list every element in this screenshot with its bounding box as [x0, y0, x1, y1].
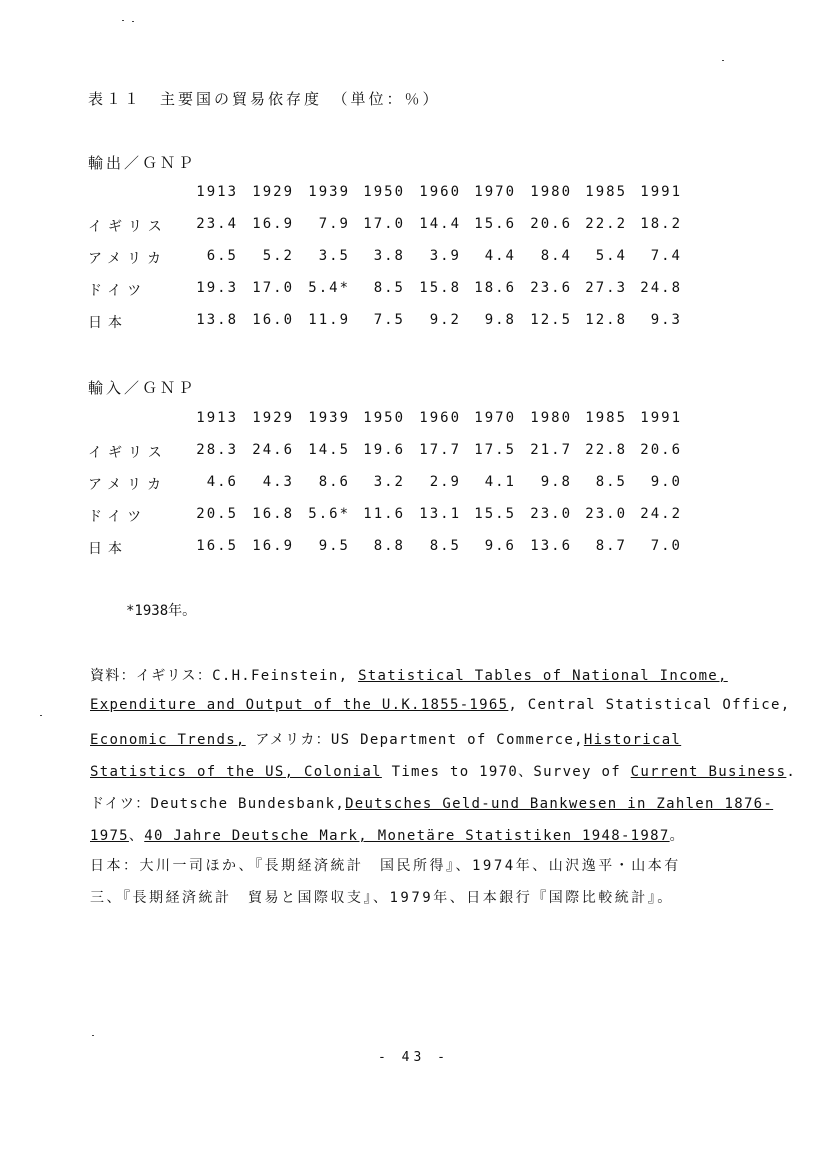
value-cell: 4.1	[484, 474, 516, 490]
value-cell: 19.3	[196, 280, 238, 296]
source-line-2: Expenditure and Output of the U.K.1855-1965, Central Statistical Office,	[90, 697, 791, 713]
value-cell: 12.8	[585, 312, 627, 328]
value-cell: 5.2	[262, 248, 294, 264]
value-cell: 4.4	[484, 248, 516, 264]
value-cell: 8.5	[373, 280, 405, 296]
scan-speck	[722, 60, 724, 61]
value-cell: 4.6	[206, 474, 238, 490]
value-cell: 8.5	[595, 474, 627, 490]
row-label: 日本	[88, 315, 128, 331]
value-cell: 3.9	[429, 248, 461, 264]
value-cell: 24.2	[640, 506, 682, 522]
scan-speck	[92, 1035, 94, 1036]
value-cell: 17.0	[363, 216, 405, 232]
year-header-cell: 1929	[252, 184, 294, 200]
value-cell: 8.8	[373, 538, 405, 554]
year-header-cell: 1939	[308, 410, 350, 426]
year-header-cell: 1950	[363, 410, 405, 426]
year-header-cell: 1960	[419, 410, 461, 426]
scan-speck	[40, 715, 42, 716]
value-cell: 2.9	[429, 474, 461, 490]
value-cell: 8.5	[429, 538, 461, 554]
value-cell: 11.6	[363, 506, 405, 522]
value-cell: 24.8	[640, 280, 682, 296]
value-cell: 20.6	[530, 216, 572, 232]
value-cell: 15.5	[474, 506, 516, 522]
value-cell: 23.6	[530, 280, 572, 296]
value-cell: 5.4*	[308, 280, 350, 296]
import-section-label: 輸入／ＧＮＰ	[88, 379, 197, 397]
value-cell: 23.0	[530, 506, 572, 522]
year-header-cell: 1929	[252, 410, 294, 426]
value-cell: 7.5	[373, 312, 405, 328]
value-cell: 16.9	[252, 216, 294, 232]
value-cell: 9.5	[318, 538, 350, 554]
value-cell: 23.0	[585, 506, 627, 522]
value-cell: 15.6	[474, 216, 516, 232]
value-cell: 9.3	[650, 312, 682, 328]
row-label: イギリス	[88, 219, 168, 235]
value-cell: 14.4	[419, 216, 461, 232]
row-label: アメリカ	[88, 251, 168, 267]
source-line-1: 資料：イギリス：C.H.Feinstein, Statistical Tables of National Income,	[90, 668, 728, 684]
year-header-cell: 1939	[308, 184, 350, 200]
value-cell: 22.8	[585, 442, 627, 458]
value-cell: 7.9	[318, 216, 350, 232]
value-cell: 7.4	[650, 248, 682, 264]
value-cell: 16.5	[196, 538, 238, 554]
value-cell: 9.2	[429, 312, 461, 328]
value-cell: 16.9	[252, 538, 294, 554]
source-line-3: Economic Trends, アメリカ：US Department of Commerce,Historical	[90, 732, 682, 748]
value-cell: 13.1	[419, 506, 461, 522]
year-header-cell: 1991	[640, 410, 682, 426]
year-header-cell: 1985	[585, 410, 627, 426]
year-header-cell: 1950	[363, 184, 405, 200]
year-header-cell: 1913	[196, 184, 238, 200]
value-cell: 8.4	[540, 248, 572, 264]
table-title: 表１１ 主要国の貿易依存度 （単位：％）	[88, 90, 441, 108]
value-cell: 5.6*	[308, 506, 350, 522]
source-line-8: 三、『長期経済統計 貿易と国際収支』、1979年、日本銀行『国際比較統計』。	[90, 890, 674, 906]
source-line-4: Statistics of the US, Colonial Times to 1970、Survey of Current Business.	[90, 764, 797, 780]
value-cell: 9.8	[484, 312, 516, 328]
source-line-5: ドイツ：Deutsche Bundesbank,Deutsches Geld-und Bankwesen in Zahlen 1876-	[90, 796, 774, 812]
value-cell: 3.8	[373, 248, 405, 264]
value-cell: 23.4	[196, 216, 238, 232]
value-cell: 24.6	[252, 442, 294, 458]
row-label: ドイツ	[88, 509, 148, 525]
value-cell: 17.7	[419, 442, 461, 458]
row-label: ドイツ	[88, 283, 148, 299]
value-cell: 9.6	[484, 538, 516, 554]
value-cell: 15.8	[419, 280, 461, 296]
value-cell: 20.6	[640, 442, 682, 458]
scan-speck	[122, 20, 124, 21]
source-line-7: 日本：大川一司ほか、『長期経済統計 国民所得』、1974年、山沢逸平・山本有	[90, 858, 681, 874]
value-cell: 3.2	[373, 474, 405, 490]
scan-speck	[132, 21, 134, 22]
value-cell: 8.7	[595, 538, 627, 554]
year-header-cell: 1991	[640, 184, 682, 200]
year-header-cell: 1970	[474, 410, 516, 426]
value-cell: 9.0	[650, 474, 682, 490]
row-label: アメリカ	[88, 477, 168, 493]
value-cell: 13.6	[530, 538, 572, 554]
year-header-cell: 1913	[196, 410, 238, 426]
value-cell: 16.0	[252, 312, 294, 328]
value-cell: 5.4	[595, 248, 627, 264]
footnote: *1938年。	[126, 603, 197, 619]
value-cell: 8.6	[318, 474, 350, 490]
value-cell: 28.3	[196, 442, 238, 458]
row-label: 日本	[88, 541, 128, 557]
value-cell: 7.0	[650, 538, 682, 554]
value-cell: 11.9	[308, 312, 350, 328]
value-cell: 21.7	[530, 442, 572, 458]
value-cell: 14.5	[308, 442, 350, 458]
value-cell: 18.2	[640, 216, 682, 232]
source-line-6: 1975、40 Jahre Deutsche Mark, Monetäre Statistiken 1948-1987。	[90, 828, 685, 844]
value-cell: 27.3	[585, 280, 627, 296]
year-header-cell: 1980	[530, 410, 572, 426]
value-cell: 22.2	[585, 216, 627, 232]
value-cell: 17.0	[252, 280, 294, 296]
value-cell: 13.8	[196, 312, 238, 328]
value-cell: 9.8	[540, 474, 572, 490]
year-header-cell: 1970	[474, 184, 516, 200]
value-cell: 4.3	[262, 474, 294, 490]
value-cell: 18.6	[474, 280, 516, 296]
export-section-label: 輸出／ＧＮＰ	[88, 154, 197, 172]
value-cell: 19.6	[363, 442, 405, 458]
year-header-cell: 1960	[419, 184, 461, 200]
page-number: - 43 -	[378, 1050, 449, 1065]
value-cell: 20.5	[196, 506, 238, 522]
year-header-cell: 1985	[585, 184, 627, 200]
value-cell: 16.8	[252, 506, 294, 522]
row-label: イギリス	[88, 445, 168, 461]
year-header-cell: 1980	[530, 184, 572, 200]
value-cell: 12.5	[530, 312, 572, 328]
value-cell: 3.5	[318, 248, 350, 264]
value-cell: 17.5	[474, 442, 516, 458]
value-cell: 6.5	[206, 248, 238, 264]
